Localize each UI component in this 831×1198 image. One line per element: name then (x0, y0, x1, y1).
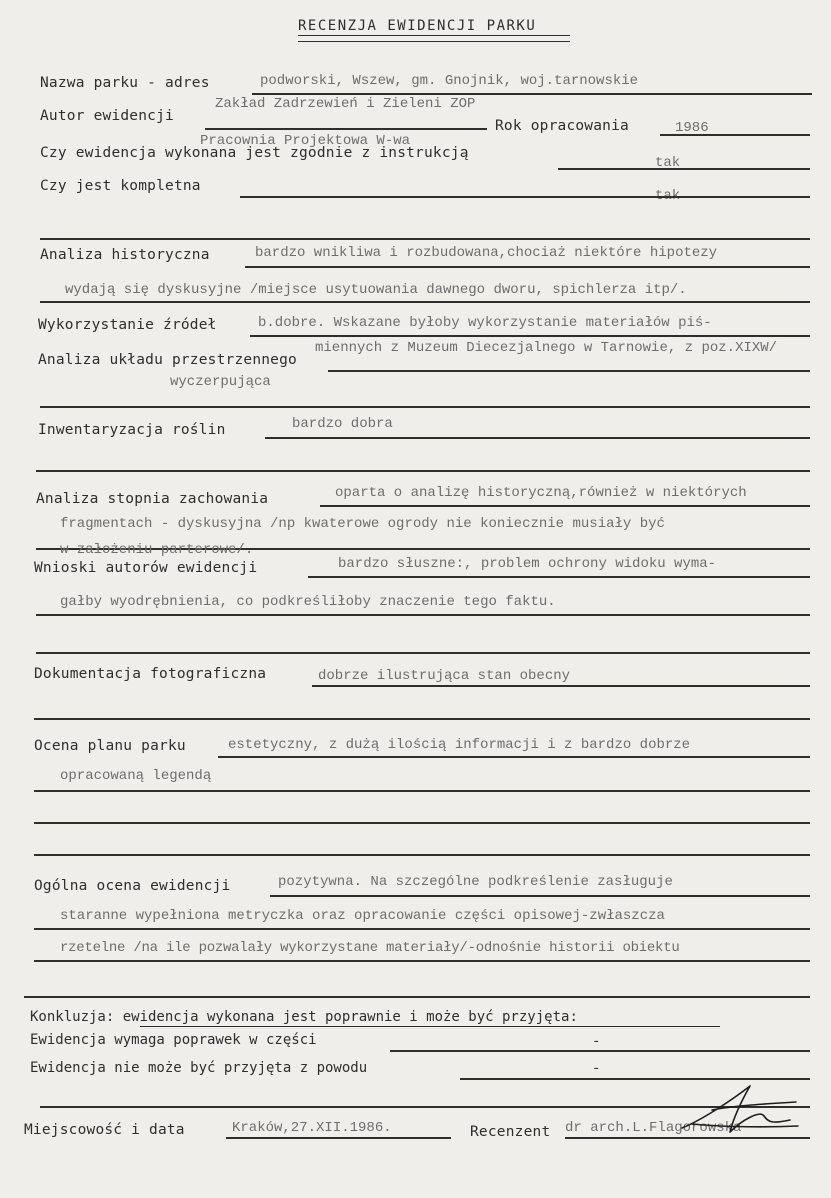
value-analiza-historyczna-1: bardzo wnikliwa i rozbudowana,chociaż niektóre hipotezy (255, 245, 718, 261)
value-zachowanie-2: fragmentach - dyskusyjna /np kwaterowe ogrody nie koniecznie musiały być (60, 516, 665, 532)
rule-plan-4 (34, 854, 810, 856)
rule-konkluzja (140, 1026, 720, 1027)
rule-ogolna-2 (34, 928, 810, 930)
value-ogolna-3: rzetelne /na ile pozwalały wykorzystane materiały/-odnośnie historii obiektu (60, 940, 680, 956)
rule-uklad (328, 370, 810, 372)
form-title: RECENZJA EWIDENCJI PARKU (298, 18, 537, 34)
rule-miejscowosc (226, 1137, 451, 1139)
rule-zachowanie (320, 505, 810, 507)
label-rok: Rok opracowania (495, 118, 629, 134)
rule-ogolna (270, 895, 810, 897)
rule-poprawki (390, 1050, 810, 1052)
value-autor-2: Pracownia Projektowa W-wa (200, 133, 411, 149)
handwritten-signature (672, 1080, 802, 1140)
value-autor-1: Zakład Zadrzewień i Zieleni ZOP (215, 96, 476, 112)
value-miejscowosc: Kraków,27.XII.1986. (232, 1120, 392, 1136)
rule-autor (205, 128, 487, 130)
label-uklad: Analiza układu przestrzennego (38, 352, 297, 368)
label-miejscowosc: Miejscowość i data (24, 1122, 185, 1138)
value-poprawki: - (592, 1034, 601, 1050)
rule-wnioski (308, 576, 810, 578)
rule-zgodna (558, 168, 810, 170)
label-ogolna: Ogólna ocena ewidencji (34, 878, 231, 894)
rule-wnioski-3 (36, 652, 810, 654)
value-nazwa-parku: podworski, Wszew, gm. Gnojnik, woj.tarnowskie (260, 73, 639, 89)
rule-plan-2 (34, 790, 810, 792)
rule-inwentaryzacja (265, 437, 810, 439)
label-foto: Dokumentacja fotograficzna (34, 666, 267, 682)
value-zrodla-1: b.dobre. Wskazane byłoby wykorzystanie materiałów piś- (258, 315, 712, 331)
value-zachowanie-1: oparta o analizę historyczną,również w niektórych (335, 485, 747, 501)
label-nazwa-parku: Nazwa parku - adres (40, 75, 210, 91)
value-kompletna: tak (655, 188, 681, 204)
rule-kompletna-2 (40, 238, 810, 240)
rule-foto (312, 685, 810, 687)
title-double-underline (298, 35, 570, 42)
label-kompletna: Czy jest kompletna (40, 178, 201, 194)
label-zrodla: Wykorzystanie źródeł (38, 317, 217, 333)
value-ogolna-1: pozytywna. Na szczególne podkreślenie zasługuje (278, 874, 673, 890)
rule-plan-3 (34, 822, 810, 824)
label-zachowanie: Analiza stopnia zachowania (36, 491, 269, 507)
value-zrodla-2: miennych z Muzeum Diecezjalnego w Tarnowie, z poz.XIXW/ (315, 340, 778, 356)
value-ogolna-2: staranne wypełniona metryczka oraz opracowanie części opisowej-zwłaszcza (60, 908, 665, 924)
label-nie-moze: Ewidencja nie może być przyjęta z powodu (30, 1060, 368, 1076)
rule-uklad-2 (40, 406, 810, 408)
label-analiza-historyczna: Analiza historyczna (40, 247, 210, 263)
rule-analiza-hist-2 (40, 301, 810, 303)
value-nie-moze: - (592, 1061, 601, 1077)
label-poprawki: Ewidencja wymaga poprawek w części (30, 1032, 317, 1048)
value-recenzent: dr arch.L.Flagorowska (565, 1120, 742, 1136)
rule-plan (218, 756, 810, 758)
rule-nazwa (252, 93, 812, 95)
label-inwentaryzacja: Inwentaryzacja roślin (38, 422, 226, 438)
rule-ogolna-3 (34, 960, 810, 962)
rule-rok (660, 134, 810, 136)
label-zgodna: Czy ewidencja wykonana jest zgodnie z instrukcją (40, 145, 469, 161)
value-wnioski-2: gałby wyodrębnienia, co podkreśliłoby znaczenie tego faktu. (60, 594, 556, 610)
label-plan: Ocena planu parku (34, 738, 186, 754)
label-autor: Autor ewidencji (40, 108, 174, 124)
value-plan-2: opracowaną legendą (60, 768, 212, 784)
value-analiza-historyczna-2: wydają się dyskusyjne /miejsce usytuowania dawnego dworu, spichlerza itp/. (65, 282, 687, 298)
rule-kompletna (240, 196, 810, 198)
value-zachowanie-3: w założeniu parterowe/. (60, 542, 254, 558)
rule-inwentaryzacja-2 (36, 470, 810, 472)
value-wnioski-1: bardzo słuszne:, problem ochrony widoku wyma- (338, 556, 717, 572)
value-uklad: wyczerpująca (170, 374, 271, 390)
value-zgodna: tak (655, 155, 681, 171)
value-inwentaryzacja: bardzo dobra (292, 416, 393, 432)
value-rok: 1986 (675, 120, 709, 136)
label-wnioski: Wnioski autorów ewidencji (34, 560, 258, 576)
rule-zrodla (250, 335, 810, 337)
value-foto: dobrze ilustrująca stan obecny (318, 668, 571, 684)
rule-wnioski-2 (36, 614, 810, 616)
rule-analiza-hist (245, 266, 810, 268)
label-recenzent: Recenzent (470, 1124, 551, 1140)
value-plan-1: estetyczny, z dużą ilością informacji i z bardzo dobrze (228, 737, 691, 753)
rule-separator (24, 996, 810, 998)
rule-foto-2 (34, 718, 810, 720)
label-konkluzja: Konkluzja: ewidencja wykonana jest poprawnie i może być przyjęta: (30, 1009, 578, 1025)
